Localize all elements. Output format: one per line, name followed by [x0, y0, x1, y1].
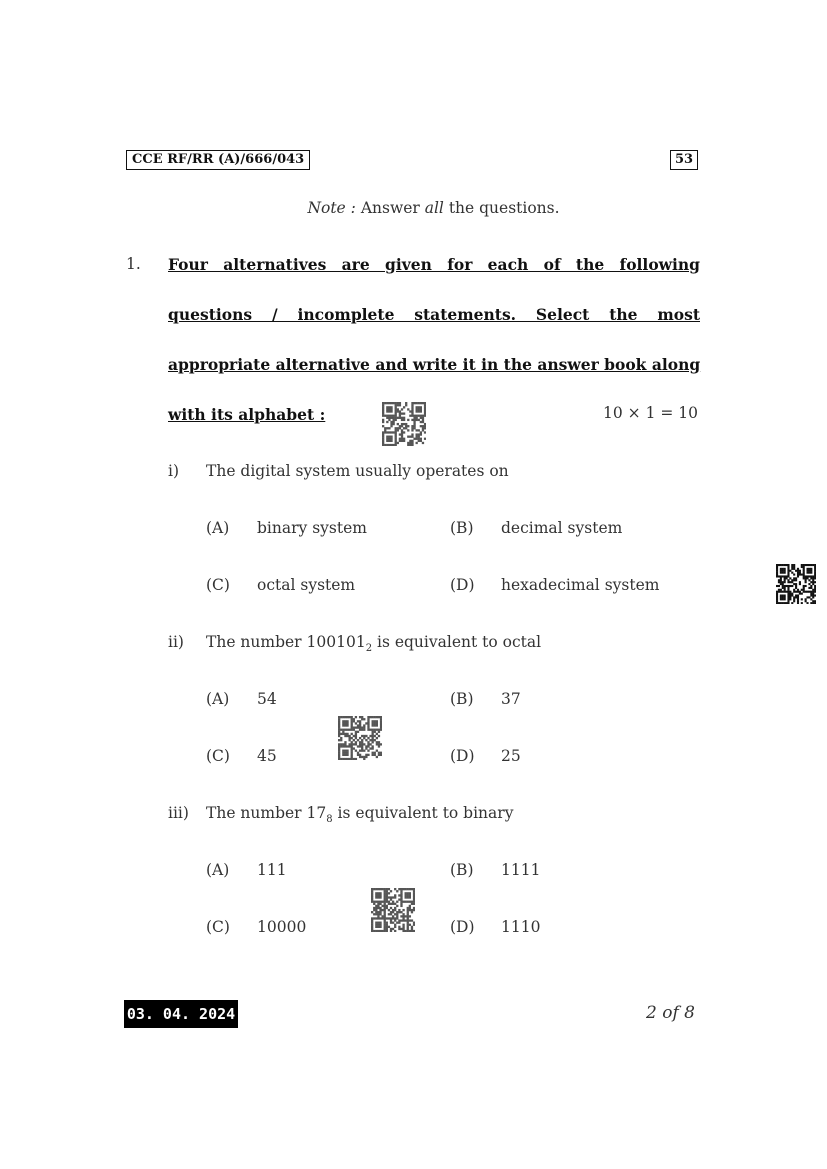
subquestion-text	[206, 633, 541, 654]
option-label: (C)	[206, 576, 230, 594]
option-label: (A)	[206, 690, 230, 708]
option-text: binary system	[257, 519, 367, 537]
paper-code: CCE RF/RR (A)/666/043	[126, 150, 310, 170]
question-number: 1.	[126, 255, 141, 273]
instruction-line-1: Four alternatives are given for each of the following	[168, 255, 700, 274]
page-indicator: 2 of 8	[646, 1003, 695, 1023]
subquestion-subscript: 8	[326, 814, 333, 825]
option-text: 1110	[501, 918, 541, 936]
option-text: octal system	[257, 576, 356, 594]
option-text: 111	[257, 861, 287, 879]
option-text: decimal system	[501, 519, 623, 537]
option-label: (D)	[450, 918, 475, 936]
subquestion-number: iii)	[168, 804, 189, 822]
exam-date: 03. 04. 2024	[124, 1000, 238, 1028]
note-text-before: Answer	[355, 199, 425, 217]
qr-code-watermark-3	[371, 888, 415, 932]
option-label: (C)	[206, 918, 230, 936]
option-label: (B)	[450, 519, 474, 537]
marks-allocation: 10 × 1 = 10	[603, 404, 698, 422]
instruction-line-2: questions / incomplete statements. Select the most	[168, 305, 700, 324]
option-label: (C)	[206, 747, 230, 765]
option-label: (D)	[450, 576, 475, 594]
option-text: 1111	[501, 861, 541, 879]
subquestion-text-main: The number 17	[206, 804, 327, 822]
subquestion-text-main: The number 100101	[206, 633, 366, 651]
subquestion-subscript: 2	[365, 643, 373, 654]
subquestion-text-rest: is equivalent to binary	[332, 804, 514, 822]
note-text-after: the questions.	[443, 199, 560, 217]
option-text: 10000	[257, 918, 307, 936]
subquestion-text-rest: is equivalent to octal	[372, 633, 542, 651]
qr-code-watermark-2	[338, 716, 382, 760]
subquestion-number: i)	[168, 462, 180, 480]
instruction-line-3: appropriate alternative and write it in the answer book along	[168, 355, 701, 374]
option-label: (A)	[206, 519, 230, 537]
subquestion-text-main: The digital system usually operates on	[206, 462, 509, 480]
option-label: (D)	[450, 747, 475, 765]
option-text: 25	[501, 747, 521, 765]
note	[0, 199, 827, 217]
qr-code-side	[776, 564, 816, 604]
subquestion-number: ii)	[168, 633, 184, 651]
option-label: (B)	[450, 690, 474, 708]
subquestion-text	[206, 804, 513, 825]
note-emphasis: all	[424, 199, 444, 217]
option-label: (A)	[206, 861, 230, 879]
subquestion-text	[206, 462, 509, 483]
option-text: 54	[257, 690, 277, 708]
paper-number: 53	[670, 150, 698, 170]
instruction-line-4: with its alphabet :	[168, 405, 326, 424]
option-text: hexadecimal system	[501, 576, 660, 594]
note-prefix: Note :	[307, 199, 356, 217]
option-text: 37	[501, 690, 521, 708]
option-label: (B)	[450, 861, 474, 879]
option-text: 45	[257, 747, 277, 765]
qr-code-watermark-1	[382, 402, 426, 446]
